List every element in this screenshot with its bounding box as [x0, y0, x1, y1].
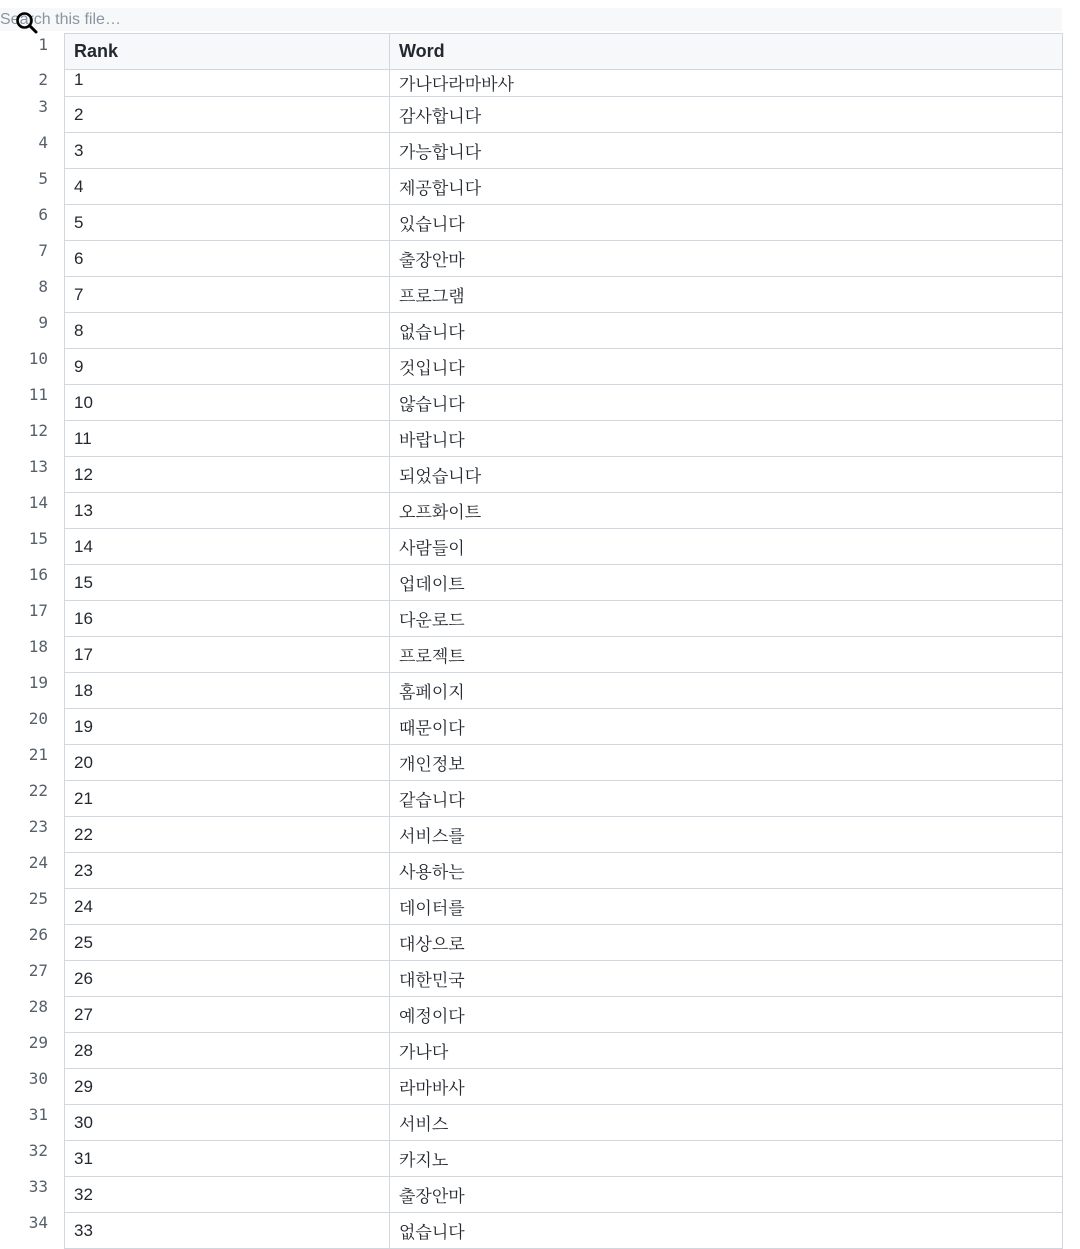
- rank-cell: 18: [65, 673, 390, 709]
- line-number[interactable]: 31: [28, 1105, 48, 1124]
- line-number[interactable]: 18: [28, 637, 48, 656]
- line-number[interactable]: 26: [28, 925, 48, 944]
- table-row: [65, 1033, 1063, 1069]
- table-row: [65, 457, 1063, 493]
- line-number[interactable]: 32: [28, 1141, 48, 1160]
- word-cell: 사용하는: [390, 853, 1063, 889]
- rank-cell: 17: [65, 637, 390, 673]
- word-cell: 출장안마: [390, 1177, 1063, 1213]
- word-cell: 되었습니다: [390, 457, 1063, 493]
- rank-cell: 3: [65, 133, 390, 169]
- line-number[interactable]: 2: [38, 70, 48, 89]
- table-row: [65, 97, 1063, 133]
- line-number[interactable]: 30: [28, 1069, 48, 1088]
- word-cell: 가나다: [390, 1033, 1063, 1069]
- search-input[interactable]: [0, 8, 1062, 31]
- word-cell: 오프화이트: [390, 493, 1063, 529]
- word-cell: 가나다라마바사: [390, 70, 1063, 97]
- rank-cell: 23: [65, 853, 390, 889]
- rank-cell: 16: [65, 601, 390, 637]
- line-number[interactable]: 19: [28, 673, 48, 692]
- word-cell: 출장안마: [390, 241, 1063, 277]
- rank-cell: 30: [65, 1105, 390, 1141]
- rank-cell: 19: [65, 709, 390, 745]
- line-number[interactable]: 28: [28, 997, 48, 1016]
- table-row: [65, 961, 1063, 997]
- table-row: [65, 529, 1063, 565]
- line-number[interactable]: 16: [28, 565, 48, 584]
- word-cell: 프로그램: [390, 277, 1063, 313]
- table-row: [65, 565, 1063, 601]
- rank-cell: 32: [65, 1177, 390, 1213]
- line-number[interactable]: 34: [28, 1213, 48, 1232]
- table-row: [65, 637, 1063, 673]
- word-cell: 데이터를: [390, 889, 1063, 925]
- word-cell: 프로젝트: [390, 637, 1063, 673]
- line-number[interactable]: 1: [38, 35, 48, 54]
- rank-cell: 24: [65, 889, 390, 925]
- rank-cell: 12: [65, 457, 390, 493]
- word-cell: 예정이다: [390, 997, 1063, 1033]
- word-cell: 같습니다: [390, 781, 1063, 817]
- search-icon[interactable]: [14, 10, 40, 36]
- word-cell: 감사합니다: [390, 97, 1063, 133]
- line-number[interactable]: 3: [38, 97, 48, 116]
- table-row: [65, 313, 1063, 349]
- word-cell: 서비스: [390, 1105, 1063, 1141]
- table-row: [65, 709, 1063, 745]
- table-row: [65, 817, 1063, 853]
- rank-cell: 22: [65, 817, 390, 853]
- file-search-bar: [0, 8, 1062, 31]
- table-row: [65, 1213, 1063, 1249]
- rank-cell: 11: [65, 421, 390, 457]
- word-cell: 카지노: [390, 1141, 1063, 1177]
- line-number[interactable]: 15: [28, 529, 48, 548]
- line-number[interactable]: 24: [28, 853, 48, 872]
- rank-cell: 5: [65, 205, 390, 241]
- line-number[interactable]: 25: [28, 889, 48, 908]
- rank-cell: 15: [65, 565, 390, 601]
- line-number[interactable]: 6: [38, 205, 48, 224]
- table-row: [65, 601, 1063, 637]
- rank-cell: 8: [65, 313, 390, 349]
- table-row: [65, 853, 1063, 889]
- line-number[interactable]: 4: [38, 133, 48, 152]
- line-number[interactable]: 9: [38, 313, 48, 332]
- column-header-word: Word: [390, 34, 1063, 70]
- rank-cell: 6: [65, 241, 390, 277]
- rank-cell: 27: [65, 997, 390, 1033]
- word-cell: 없습니다: [390, 313, 1063, 349]
- table-row: [65, 205, 1063, 241]
- rank-cell: 26: [65, 961, 390, 997]
- csv-table: [64, 33, 1063, 1249]
- line-number[interactable]: 8: [38, 277, 48, 296]
- line-number[interactable]: 27: [28, 961, 48, 980]
- table-row: [65, 493, 1063, 529]
- rank-cell: 20: [65, 745, 390, 781]
- word-cell: 바랍니다: [390, 421, 1063, 457]
- word-cell: 홈페이지: [390, 673, 1063, 709]
- word-cell: 것입니다: [390, 349, 1063, 385]
- word-cell: 서비스를: [390, 817, 1063, 853]
- table-row: [65, 1177, 1063, 1213]
- line-number[interactable]: 17: [28, 601, 48, 620]
- line-number[interactable]: 13: [28, 457, 48, 476]
- word-cell: 않습니다: [390, 385, 1063, 421]
- word-cell: 대한민국: [390, 961, 1063, 997]
- rank-cell: 2: [65, 97, 390, 133]
- table-row: [65, 1141, 1063, 1177]
- table-row: [65, 781, 1063, 817]
- word-cell: 다운로드: [390, 601, 1063, 637]
- table-header-row: [65, 34, 1063, 70]
- table-row: [65, 349, 1063, 385]
- table-row: [65, 421, 1063, 457]
- word-cell: 가능합니다: [390, 133, 1063, 169]
- rank-cell: 28: [65, 1033, 390, 1069]
- line-number[interactable]: 11: [28, 385, 48, 404]
- line-number[interactable]: 5: [38, 169, 48, 188]
- word-cell: 없습니다: [390, 1213, 1063, 1249]
- rank-cell: 31: [65, 1141, 390, 1177]
- word-cell: 제공합니다: [390, 169, 1063, 205]
- table-row: [65, 133, 1063, 169]
- rank-cell: 14: [65, 529, 390, 565]
- table-row: [65, 241, 1063, 277]
- rank-cell: 33: [65, 1213, 390, 1249]
- rank-cell: 25: [65, 925, 390, 961]
- table-row: [65, 277, 1063, 313]
- table-row: [65, 673, 1063, 709]
- word-cell: 라마바사: [390, 1069, 1063, 1105]
- rank-cell: 10: [65, 385, 390, 421]
- line-number[interactable]: 29: [28, 1033, 48, 1052]
- line-number[interactable]: 14: [28, 493, 48, 512]
- rank-cell: 1: [65, 70, 390, 97]
- table-row: [65, 997, 1063, 1033]
- table-row: [65, 925, 1063, 961]
- line-number[interactable]: 10: [28, 349, 48, 368]
- line-number[interactable]: 23: [28, 817, 48, 836]
- line-number[interactable]: 21: [28, 745, 48, 764]
- table-row: [65, 745, 1063, 781]
- word-cell: 업데이트: [390, 565, 1063, 601]
- rank-cell: 13: [65, 493, 390, 529]
- word-cell: 개인정보: [390, 745, 1063, 781]
- line-number[interactable]: 12: [28, 421, 48, 440]
- rank-cell: 9: [65, 349, 390, 385]
- word-cell: 때문이다: [390, 709, 1063, 745]
- rank-cell: 4: [65, 169, 390, 205]
- word-cell: 사람들이: [390, 529, 1063, 565]
- column-header-rank: Rank: [65, 34, 390, 70]
- line-number[interactable]: 22: [28, 781, 48, 800]
- line-number[interactable]: 33: [28, 1177, 48, 1196]
- table-row: [65, 385, 1063, 421]
- line-number[interactable]: 20: [28, 709, 48, 728]
- word-cell: 대상으로: [390, 925, 1063, 961]
- table-row: [65, 169, 1063, 205]
- table-row: [65, 1105, 1063, 1141]
- word-cell: 있습니다: [390, 205, 1063, 241]
- table-row: [65, 1069, 1063, 1105]
- rank-cell: 29: [65, 1069, 390, 1105]
- table-row: [65, 70, 1063, 97]
- rank-cell: 7: [65, 277, 390, 313]
- table-row: [65, 889, 1063, 925]
- rank-cell: 21: [65, 781, 390, 817]
- line-number[interactable]: 7: [38, 241, 48, 260]
